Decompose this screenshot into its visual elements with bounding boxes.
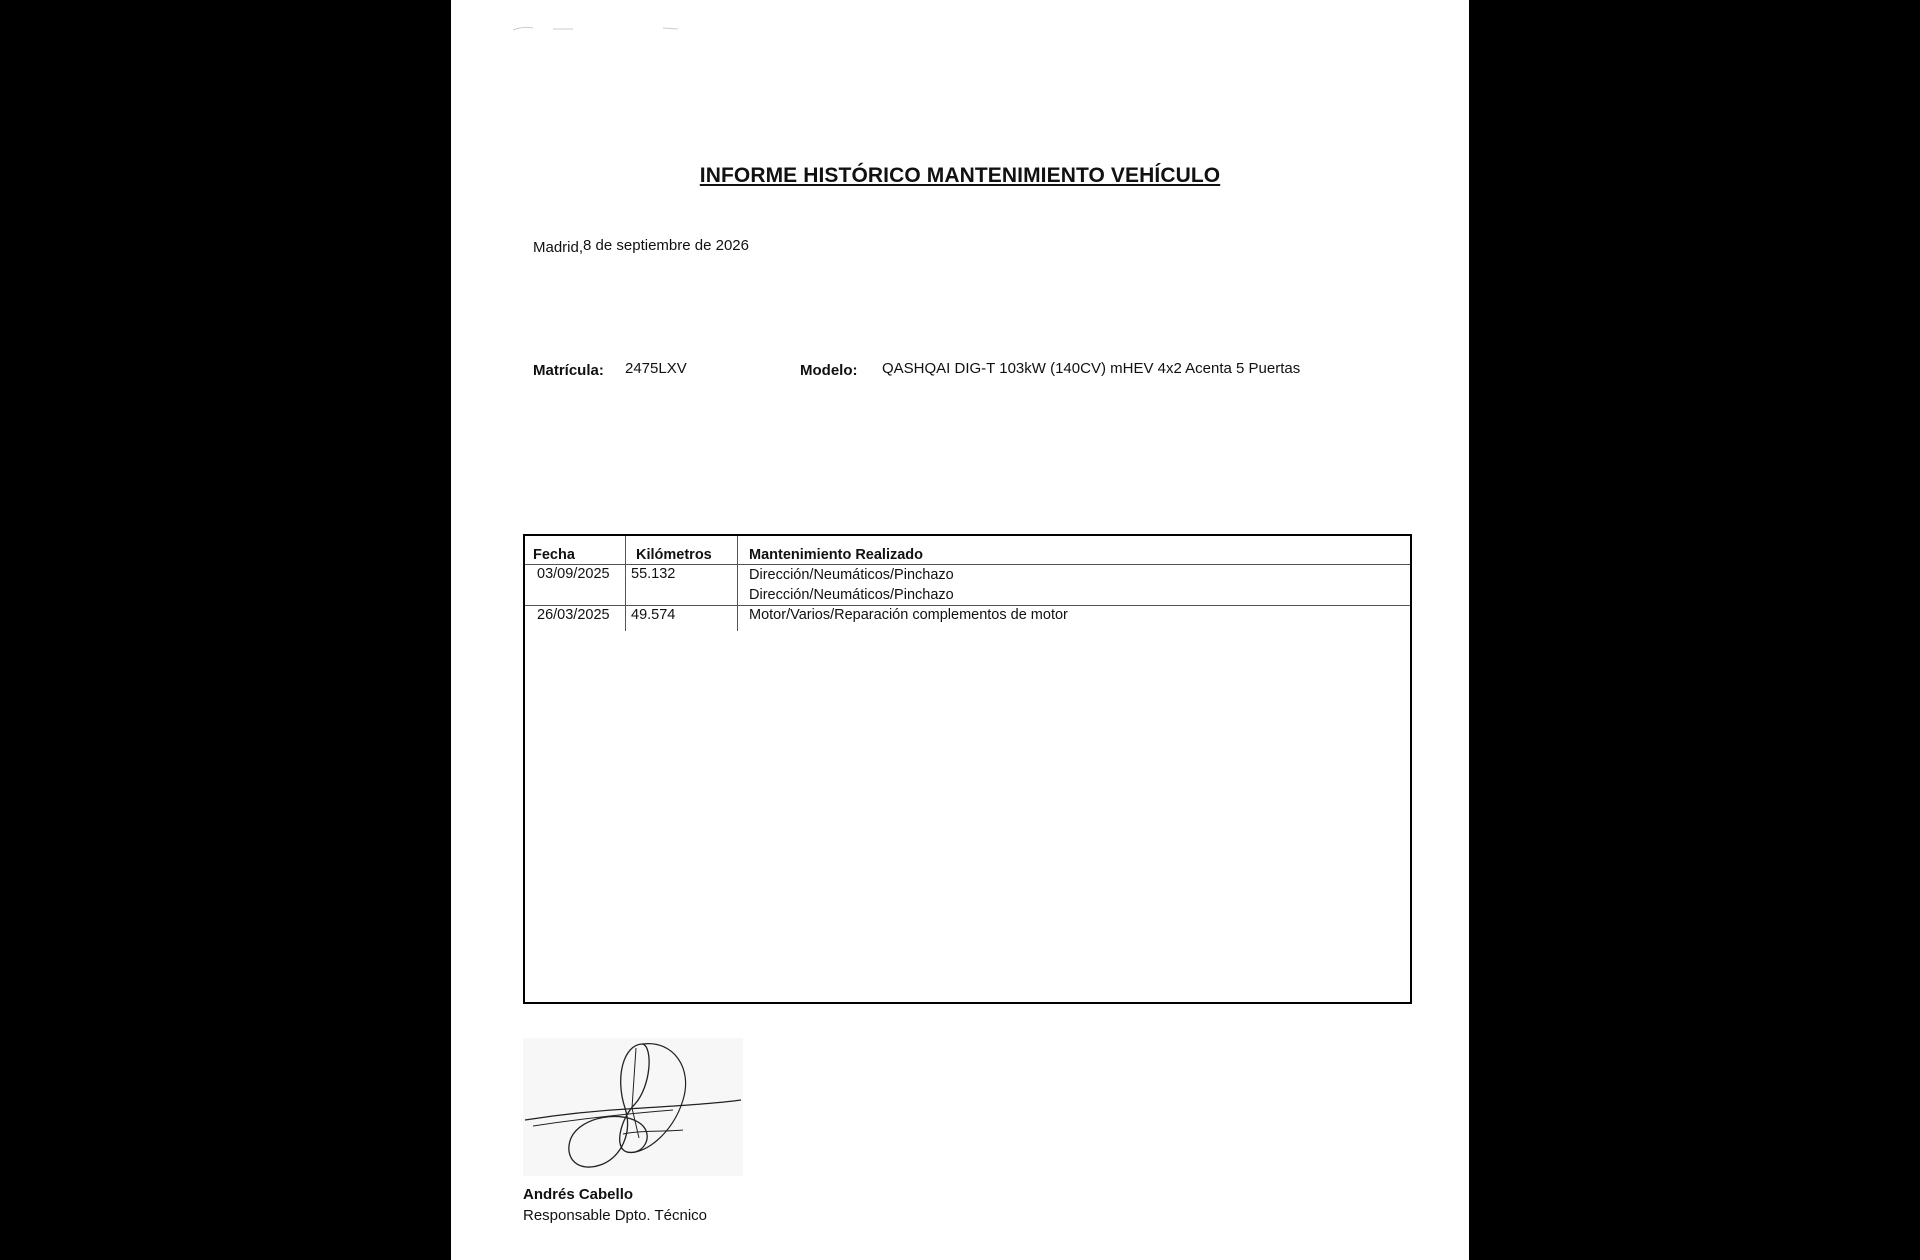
header-divider [525,564,1410,565]
signatory-role: Responsable Dpto. Técnico [523,1207,707,1224]
report-city: Madrid, [533,239,584,256]
report-date: 8 de septiembre de 2026 [583,237,749,254]
model-value: QASHQAI DIG-T 103kW (140CV) mHEV 4x2 Acenta 5 Puertas [882,360,1301,377]
maintenance-table [523,534,1412,1004]
document-page [451,0,1469,1260]
row-km: 55.132 [631,566,676,582]
signature-image [523,1038,743,1176]
column-header-date: Fecha [533,547,575,563]
row-date: 03/09/2025 [537,566,610,582]
column-header-km: Kilómetros [636,547,712,563]
report-title: INFORME HISTÓRICO MANTENIMIENTO VEHÍCULO [699,164,1221,187]
signatory-name: Andrés Cabello [523,1186,634,1203]
row-date: 26/03/2025 [537,607,610,623]
plate-label: Matrícula: [533,362,604,379]
row-divider [525,605,1410,606]
row-maintenance-item: Motor/Varios/Reparación complementos de motor [749,607,1068,623]
row-maintenance-item: Dirección/Neumáticos/Pinchazo [749,587,954,603]
row-maintenance-item: Dirección/Neumáticos/Pinchazo [749,567,954,583]
scan-artifact [513,26,683,32]
report-date-line [533,237,749,254]
model-label: Modelo: [800,362,858,379]
row-km: 49.574 [631,607,676,623]
column-divider [737,536,738,631]
plate-value: 2475LXV [625,360,687,377]
column-header-maintenance: Mantenimiento Realizado [749,547,924,563]
column-divider [625,536,626,631]
